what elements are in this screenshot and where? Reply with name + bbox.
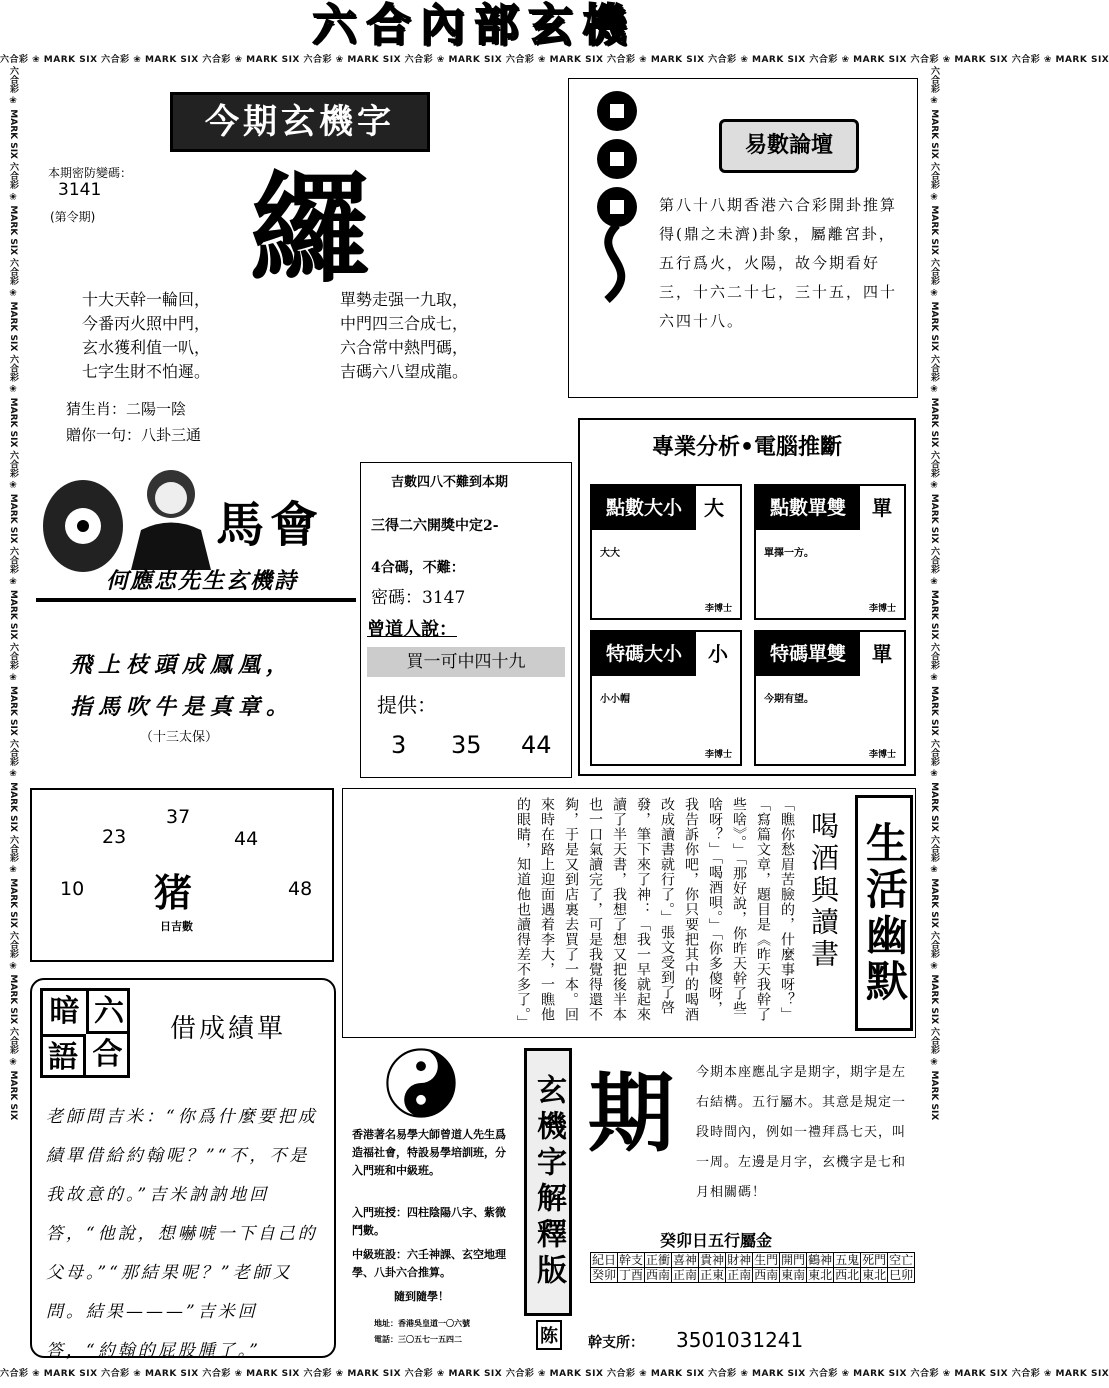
page-header <box>0 0 949 52</box>
table-cell: 丁酉 <box>619 1268 644 1282</box>
poem-line: 今番丙火照中門， <box>82 314 211 333</box>
story-text: 「瞧你愁眉苦臉的，什麼事呀？」「寫篇文章，題目是《昨天我幹了些啥》。」「那好說，你昨天幹了些啥呀？」「喝酒唄。」「你多傻呀，我告訴你吧，你只要把其中的喝酒改成讀書就行了。」張文受到了啓發，筆下來了神：「我一早就起來讀了半天書，我想了想又把後半本也一口氣讀完了，可是我覺得還不夠，于是又到店裏去買了一本。回來時在路上迎面遇着李大，一瞧他的眼睛，知道他也讀得差不多了。」 <box>515 797 795 1030</box>
yishu-section <box>568 78 918 398</box>
left-border-strip: 六合彩 ❀ MARK SIX 六合彩 ❀ MARK SIX 六合彩 ❀ MARK SIX 六合彩 ❀ MARK SIX 六合彩 ❀ MARK SIX 六合彩 ❀ MARK SIX 六合彩 ❀ MARK SIX 六合彩 ❀ MARK SIX 六合彩 ❀ MARK SIX 六合彩 ❀ MARK SIX 六合彩 ❀ MARK SIX <box>8 66 18 1121</box>
clock-tower-icon <box>38 476 128 576</box>
yishu-title: 易數論壇 <box>719 119 859 173</box>
gift-phrase: 贈你一句：八卦三通 <box>66 426 202 444</box>
xuanji-title: 今期玄機字 <box>170 92 430 152</box>
lucky-number: 48 <box>288 878 313 900</box>
table-cell: 正南 <box>673 1268 698 1282</box>
dashi-welcome: 隨到隨學！ <box>394 1290 449 1303</box>
table-cell: 西南 <box>646 1268 671 1282</box>
mahui-subtitle: 何應忠先生玄機詩 <box>106 568 299 594</box>
page-title: 六合內部玄機 <box>312 0 637 51</box>
coins-dragon-icon <box>577 85 657 305</box>
table-cell: 正衝 <box>646 1253 671 1267</box>
poem-line: 玄水獲利值一叭， <box>82 338 211 357</box>
anyu-text: 老師問吉米：“你爲什麼要把成績單借給約翰呢？”“不，不是我故意的。”吉米訥訥地回答，“他說，想嚇唬一下自己的父母。”“那結果呢？”老師又問。結果———”吉米回答，“約翰的屁股腫了。” <box>46 1107 318 1361</box>
guess-zodiac: 猜生肖：二陽一陰 <box>66 400 187 418</box>
table-cell: 貴神 <box>700 1253 725 1267</box>
divider <box>36 598 356 602</box>
jishu-line3: 4合碼，不難： <box>371 560 465 576</box>
lucky-animal: 猪 <box>154 870 193 915</box>
cell-note: 小小帽 <box>600 694 630 705</box>
lucky-number: 37 <box>166 806 191 828</box>
anyu-tag-char: 暗 <box>49 994 80 1029</box>
mahui-section <box>30 458 360 778</box>
poem-left <box>82 288 210 384</box>
mahui-title: 馬會 <box>216 497 325 553</box>
analysis-cell <box>754 484 906 620</box>
poem-right <box>340 288 468 384</box>
analysis-cell <box>754 630 906 766</box>
jishu-section <box>360 462 572 778</box>
table-cell: 正東 <box>700 1268 725 1282</box>
analysis-section <box>578 418 916 776</box>
table-cell: 幹支 <box>619 1253 644 1267</box>
table-cell: 死門 <box>862 1253 887 1267</box>
poem-line: 吉碼六八望成龍。 <box>340 362 469 381</box>
poem-line: 飛上枝頭成鳳凰， <box>70 652 295 678</box>
table-cell: 紀日 <box>592 1253 617 1267</box>
wuxing-table <box>590 1252 915 1283</box>
story-title: 喝酒與讀書 <box>807 811 840 971</box>
cell-label: 點數大小 <box>592 486 696 530</box>
table-cell: 五鬼 <box>835 1253 860 1267</box>
cell-note: 今期有望。 <box>764 694 814 705</box>
table-cell: 喜神 <box>673 1253 698 1267</box>
jiedu-big-char: 期 <box>588 1063 674 1164</box>
table-cell: 鶴神 <box>808 1253 833 1267</box>
anyu-tag-char: 合 <box>92 1037 123 1072</box>
anyu-tag-char: 語 <box>43 1034 86 1077</box>
portrait-icon <box>126 460 216 570</box>
table-cell: 東北 <box>808 1268 833 1282</box>
issue-label: (第令期) <box>50 210 96 224</box>
story-section <box>342 788 916 1038</box>
table-cell: 西南 <box>754 1268 779 1282</box>
dashi-address: 地址：香港吳皇道一〇六號 <box>374 1318 470 1328</box>
table-cell: 空亡 <box>889 1253 914 1267</box>
ganzhi-label: 幹支所： <box>588 1335 644 1351</box>
cell-value: 大 <box>704 496 724 520</box>
provide-number: 44 <box>521 731 552 759</box>
lucky-number: 44 <box>234 828 259 850</box>
right-border-strip: 六合彩 ❀ MARK SIX 六合彩 ❀ MARK SIX 六合彩 ❀ MARK SIX 六合彩 ❀ MARK SIX 六合彩 ❀ MARK SIX 六合彩 ❀ MARK SIX 六合彩 ❀ MARK SIX 六合彩 ❀ MARK SIX 六合彩 ❀ MARK SIX 六合彩 ❀ MARK SIX 六合彩 ❀ MARK SIX <box>929 66 939 1121</box>
lucky-number: 23 <box>102 826 127 848</box>
top-border-strip: 六合彩 ❀ MARK SIX 六合彩 ❀ MARK SIX 六合彩 ❀ MARK SIX 六合彩 ❀ MARK SIX 六合彩 ❀ MARK SIX 六合彩 ❀ MARK SIX 六合彩 ❀ MARK SIX 六合彩 ❀ MARK SIX 六合彩 ❀ MARK SIX 六合彩 ❀ MARK SIX 六合彩 ❀ MARK SIX <box>0 55 1109 65</box>
cell-value: 單 <box>872 496 892 520</box>
cell-note: 大大 <box>600 548 620 559</box>
dashi-entry: 入門班授：四柱陰陽八字、紫微鬥數。 <box>352 1206 506 1237</box>
anyu-title: 借成績單 <box>170 1014 287 1044</box>
poem-line: 中門四三合成七， <box>340 314 469 333</box>
dashi-phone: 電話：三〇五七一五四二 <box>374 1334 462 1344</box>
table-cell: 財神 <box>727 1253 752 1267</box>
dashi-intro: 香港著名易學大師曾道人先生爲造福社會，特設易學培訓班，分入門班和中級班。 <box>352 1128 506 1177</box>
analysis-cell <box>590 630 742 766</box>
table-cell: 東南 <box>781 1268 806 1282</box>
code-label: 本期密防變碼： <box>48 166 133 180</box>
cell-sign: 李博士 <box>704 750 732 760</box>
lucky-label: 日吉數 <box>160 920 193 933</box>
yin-yang-icon <box>386 1048 456 1118</box>
cell-sign: 李博士 <box>704 604 732 614</box>
cell-label: 點數單雙 <box>756 486 860 530</box>
mahui-poem <box>70 644 294 728</box>
table-cell: 西北 <box>835 1268 860 1282</box>
table-cell: 巳卯 <box>889 1268 914 1282</box>
yishu-text: 第八十八期香港六合彩開卦推算得(鼎之未濟)卦象，屬離宮卦，五行爲火，火陽，故今期看好三，十六二十七，三十五，四十六四十八。 <box>659 196 898 330</box>
bottom-border-strip: 六合彩 ❀ MARK SIX 六合彩 ❀ MARK SIX 六合彩 ❀ MARK SIX 六合彩 ❀ MARK SIX 六合彩 ❀ MARK SIX 六合彩 ❀ MARK SIX 六合彩 ❀ MARK SIX 六合彩 ❀ MARK SIX 六合彩 ❀ MARK SIX 六合彩 ❀ MARK SIX 六合彩 ❀ MARK SIX <box>0 1369 1109 1379</box>
daoren-title: 曾道人說： <box>367 619 457 640</box>
cell-value: 單 <box>872 642 892 666</box>
table-cell: 生門 <box>754 1253 779 1267</box>
xuanji-big-char: 纙 <box>250 159 370 300</box>
xuanji-section <box>30 70 563 456</box>
table-cell: 開門 <box>781 1253 806 1267</box>
mahui-note: （十三太保） <box>140 730 219 745</box>
code-value: 3141 <box>58 180 102 200</box>
daoren-text: 買一可中四十九 <box>367 647 565 677</box>
jishu-line2: 三得二六開獎中定2- <box>371 518 499 534</box>
analysis-cell <box>590 484 742 620</box>
jiedu-stamp: 陈 <box>536 1320 562 1350</box>
dashi-mid: 中級班設：六壬神課、玄空地理學、八卦六合推算。 <box>352 1248 506 1279</box>
analysis-title: 專業分析•電腦推斷 <box>651 435 843 460</box>
story-side-title: 生活幽默 <box>855 795 913 1031</box>
dashi-section <box>342 1040 518 1358</box>
provide-number: 35 <box>451 731 482 759</box>
cell-sign: 李博士 <box>868 750 896 760</box>
jiedu-vertical-title: 玄機字解釋版 <box>524 1048 572 1316</box>
table-cell: 正南 <box>727 1268 752 1282</box>
provide-number: 3 <box>391 731 407 759</box>
cell-label: 特碼大小 <box>592 632 696 676</box>
poem-line: 六合常中熱門碼， <box>340 338 469 357</box>
anyu-tag <box>40 988 130 1078</box>
jiedu-text: 今期本座應乩字是期字，期字是左右結構。五行屬木。其意是規定一段時間內，例如一禮拜爲七天，叫一周。左邊是月字，玄機字是七和月相關碼！ <box>696 1065 907 1200</box>
wuxing-title: 癸卯日五行屬金 <box>660 1231 773 1250</box>
poem-line: 七字生財不怕遲。 <box>82 362 211 381</box>
lucky-numbers-section <box>30 788 334 962</box>
anyu-section <box>30 978 336 1361</box>
table-row <box>591 1268 915 1283</box>
table-row <box>591 1253 915 1268</box>
poem-line: 十大天幹一輪回， <box>82 290 211 309</box>
cell-note: 單擇一方。 <box>764 548 814 559</box>
table-cell: 癸卯 <box>592 1268 617 1282</box>
cell-sign: 李博士 <box>868 604 896 614</box>
provide-label: 提供： <box>377 693 437 717</box>
cell-value: 小 <box>708 642 728 666</box>
cell-label: 特碼單雙 <box>756 632 860 676</box>
poem-line: 指馬吹牛是真章。 <box>70 694 295 720</box>
ganzhi-code: 3501031241 <box>676 1328 804 1352</box>
jishu-line1: 吉數四八不難到本期 <box>391 475 509 490</box>
lucky-number: 10 <box>60 878 85 900</box>
poem-line: 單勢走强一九取， <box>340 290 469 309</box>
jiedu-section <box>520 1044 916 1358</box>
anyu-tag-char: 六 <box>86 991 129 1034</box>
table-cell: 東北 <box>862 1268 887 1282</box>
jishu-code: 密碼：3147 <box>371 588 466 608</box>
